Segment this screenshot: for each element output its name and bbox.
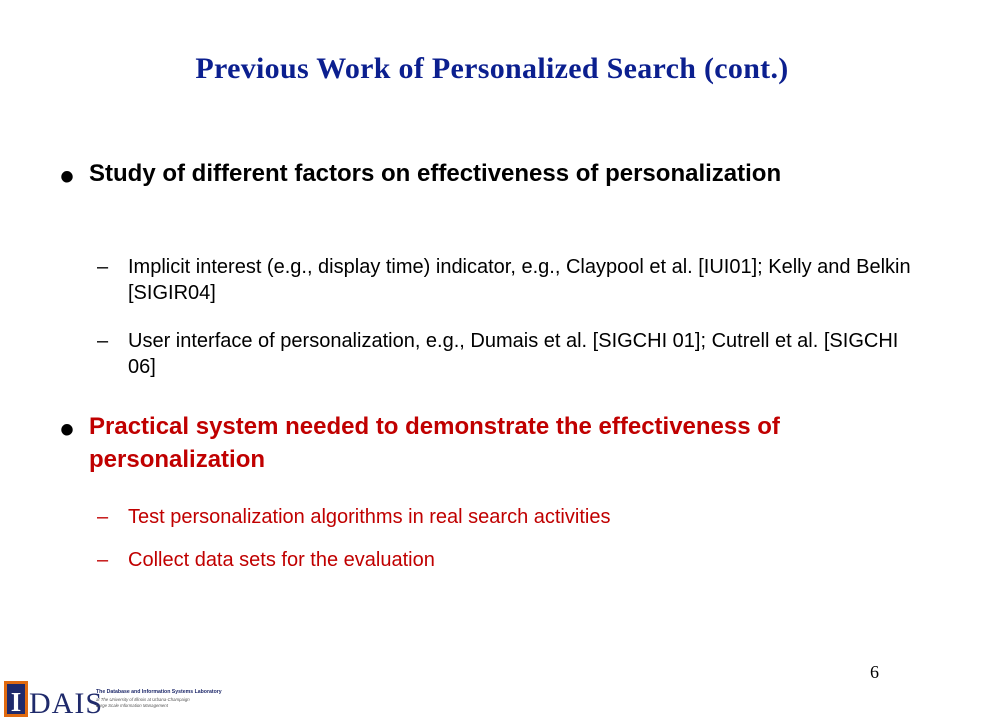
bullet-marker: • [60,408,75,452]
sub-bullet-text: Collect data sets for the evaluation [128,549,435,571]
sub-bullet-dash: – [97,256,109,278]
logo-wordmark: DAIS [29,687,104,720]
bullet-marker: • [60,155,75,199]
bullet-text: Study of different factors on effectiveness of personalization [89,160,782,187]
slide-title: Previous Work of Personalized Search (cont.) [195,52,789,85]
dais-lab-logo [4,680,222,720]
page-number: 6 [870,662,879,682]
sub-bullet-text: Implicit interest (e.g., display time) indicator, e.g., Claypool et al. [IUI01]; Kelly and Belkin [SIGIR04] [128,256,911,304]
sub-bullet-text: User interface of personalization, e.g., Dumais et al. [SIGCHI 01]; Cutrell et al. [SIGCHI 06] [128,330,899,378]
sub-bullet-dash: – [97,549,109,571]
bullet-text: Practical system needed to demonstrate the effectiveness of personalization [89,413,780,473]
logo-lab-name: The Database and Information Systems Laboratory [96,689,222,695]
sub-bullet-dash: – [97,506,109,528]
logo-line-2: Large Scale Information Management [96,703,168,708]
logo-i-letter: I [10,687,22,717]
sub-bullet-dash: – [97,330,109,352]
sub-bullet-text: Test personalization algorithms in real search activities [128,506,611,528]
logo-line-1: at The University of Illinois at Urbana-Champaign [96,697,190,702]
